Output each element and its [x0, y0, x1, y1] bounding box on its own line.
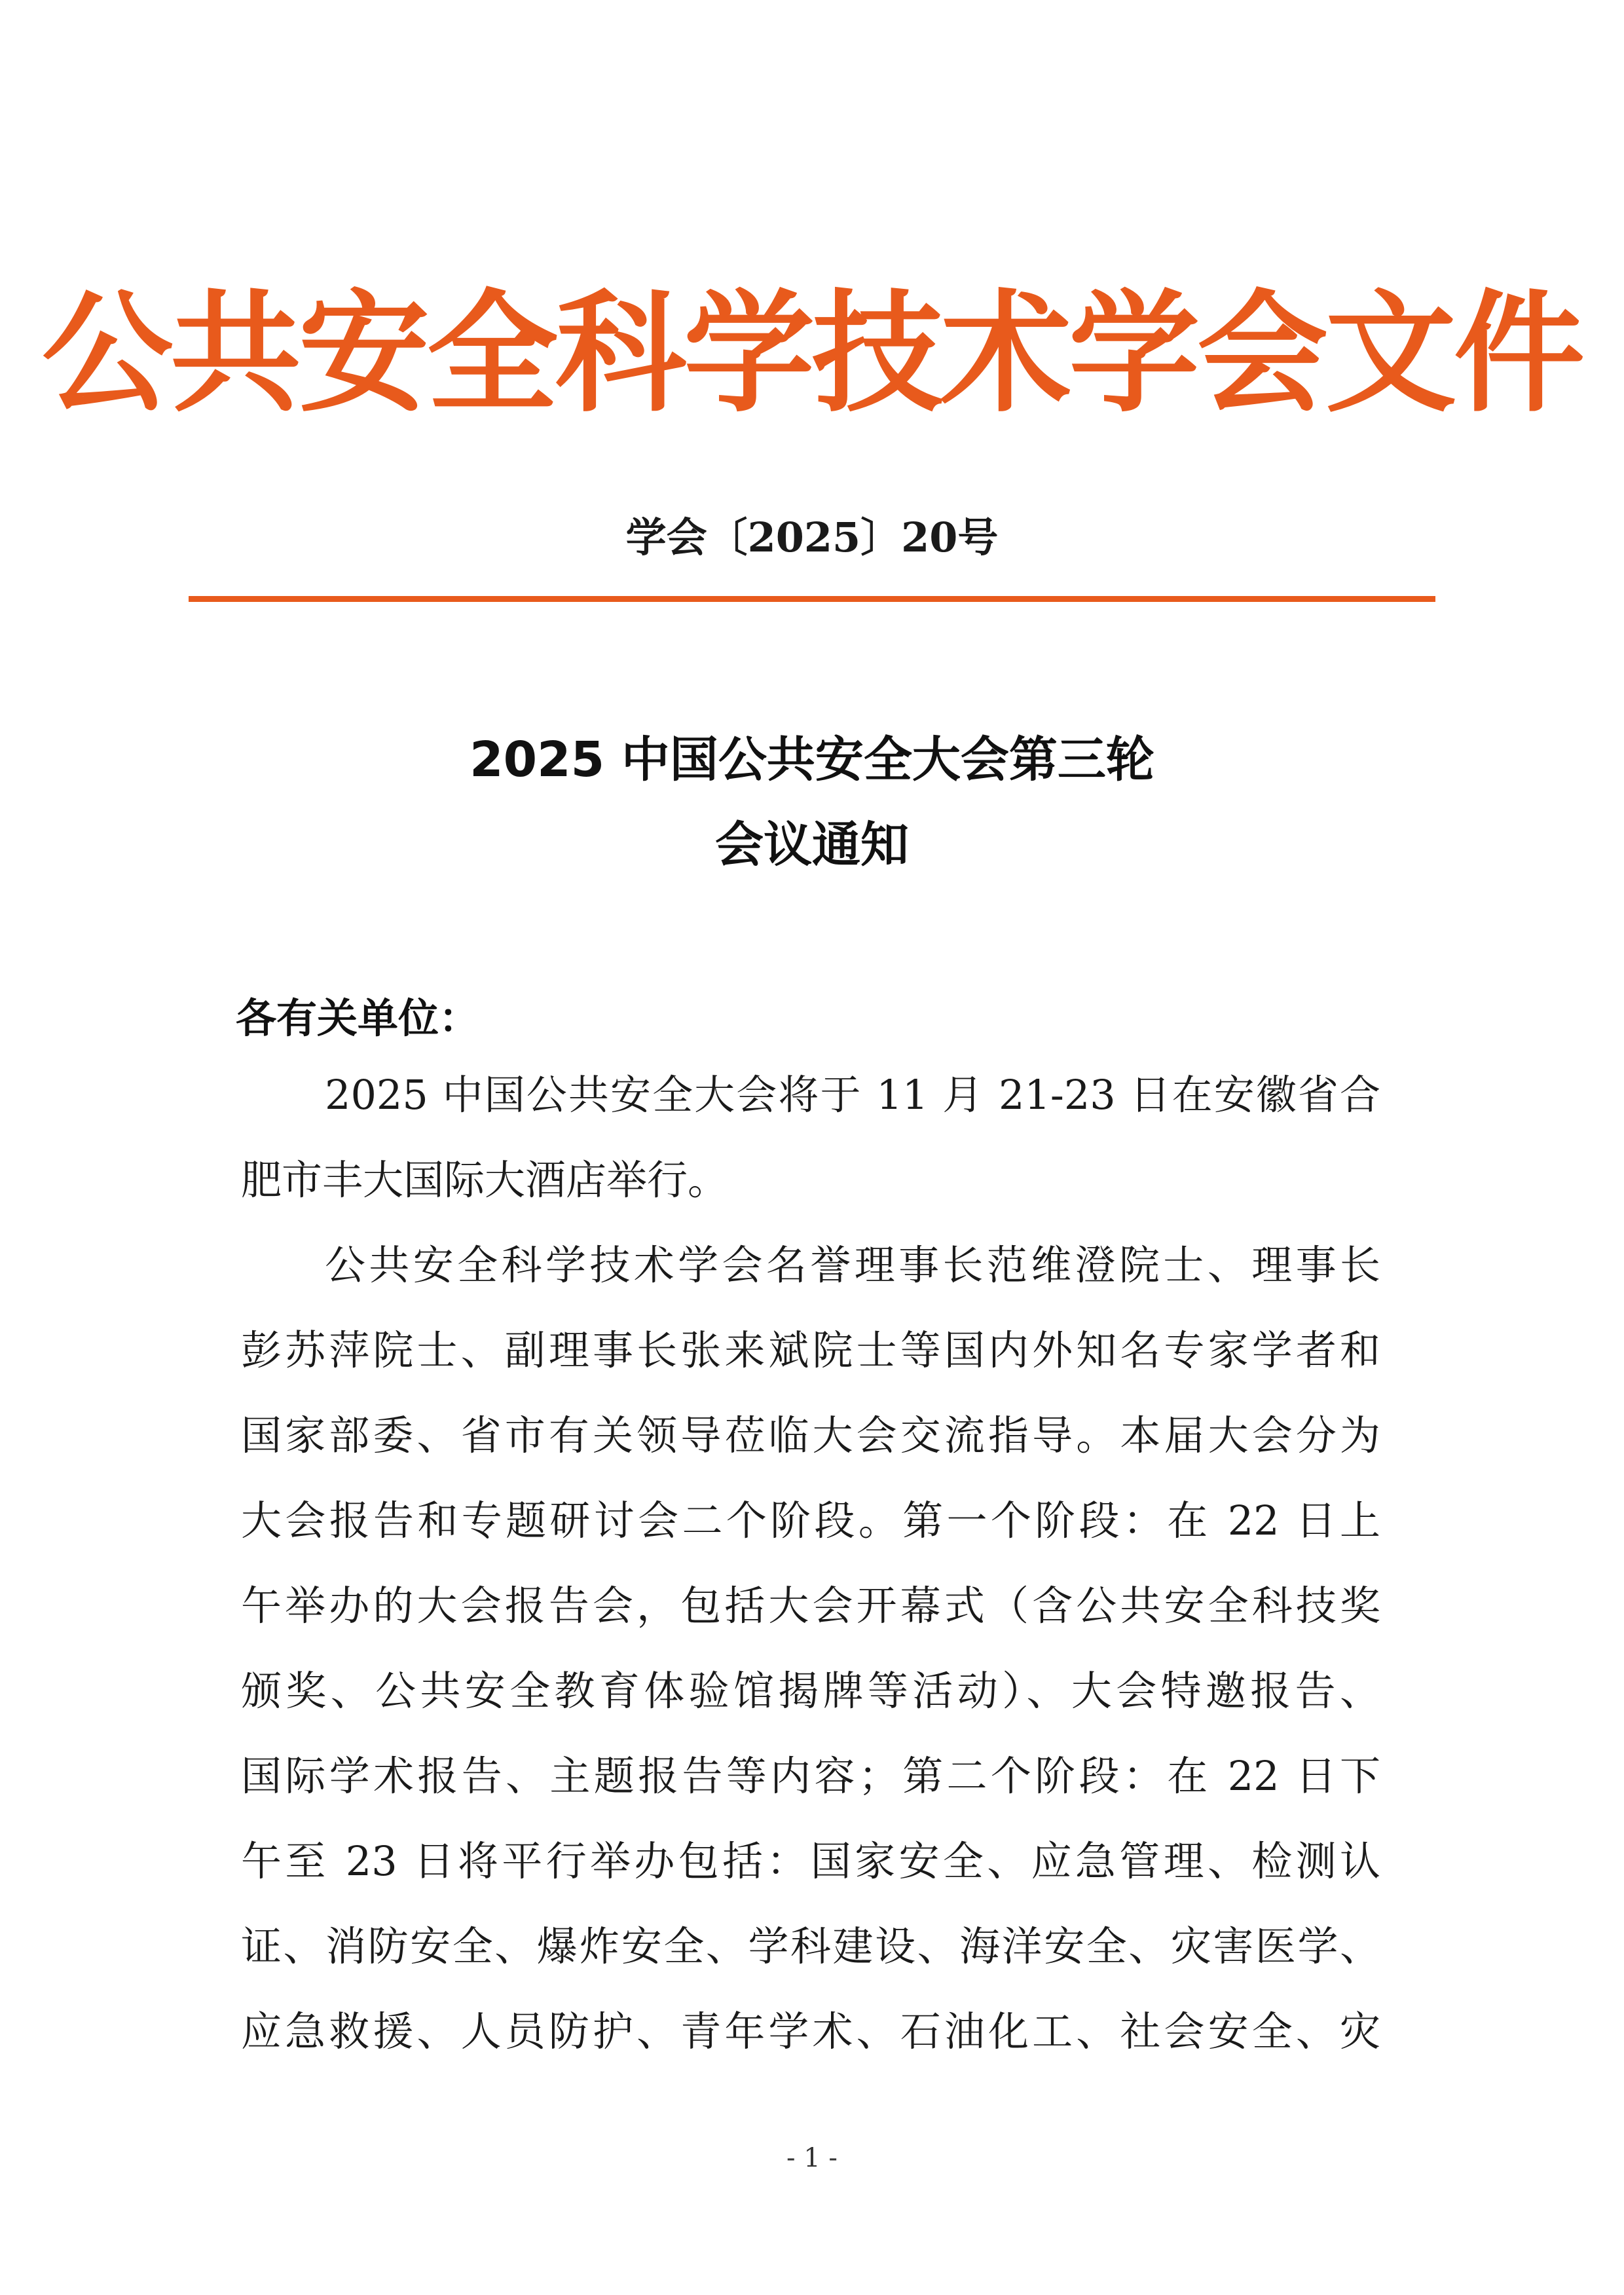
paragraph-2-line-3: 国家部委、省市有关领导莅临大会交流指导。本届大会分为	[241, 1411, 1380, 1459]
salutation: 各有关单位：	[236, 994, 480, 1042]
document-title-line-2: 会议通知	[715, 817, 909, 873]
paragraph-2-line-1: 公共安全科学技术学会名誉理事长范维澄院士、理事长	[325, 1241, 1380, 1289]
paragraph-2-line-10: 应急救援、人员防护、青年学术、石油化工、社会安全、灾	[241, 2007, 1380, 2055]
page-number: - 1 -	[786, 2143, 838, 2173]
paragraph-2-line-4: 大会报告和专题研讨会二个阶段。第一个阶段：在 22 日上	[241, 1497, 1380, 1544]
document-number: 学会〔2025〕20号	[625, 513, 999, 561]
document-title-line-1: 2025 中国公共安全大会第三轮	[470, 732, 1154, 788]
organization-header: 公共安全科学技术学会文件	[41, 276, 1582, 430]
header-divider	[189, 596, 1435, 602]
paragraph-2-line-7: 国际学术报告、主题报告等内容；第二个阶段：在 22 日下	[241, 1752, 1380, 1800]
paragraph-1-line-2: 肥市丰大国际大酒店举行。	[241, 1156, 729, 1204]
paragraph-2-line-8: 午至 23 日将平行举办包括：国家安全、应急管理、检测认	[241, 1837, 1380, 1885]
paragraph-2-line-5: 午举办的大会报告会，包括大会开幕式（含公共安全科技奖	[241, 1582, 1380, 1630]
paragraph-2-line-9: 证、消防安全、爆炸安全、学科建设、海洋安全、灾害医学、	[241, 1922, 1380, 1970]
paragraph-2-line-2: 彭苏萍院士、副理事长张来斌院士等国内外知名专家学者和	[241, 1326, 1380, 1374]
paragraph-1-line-1: 2025 中国公共安全大会将于 11 月 21-23 日在安徽省合	[325, 1071, 1380, 1119]
paragraph-2-line-6: 颁奖、公共安全教育体验馆揭牌等活动）、大会特邀报告、	[241, 1667, 1380, 1715]
